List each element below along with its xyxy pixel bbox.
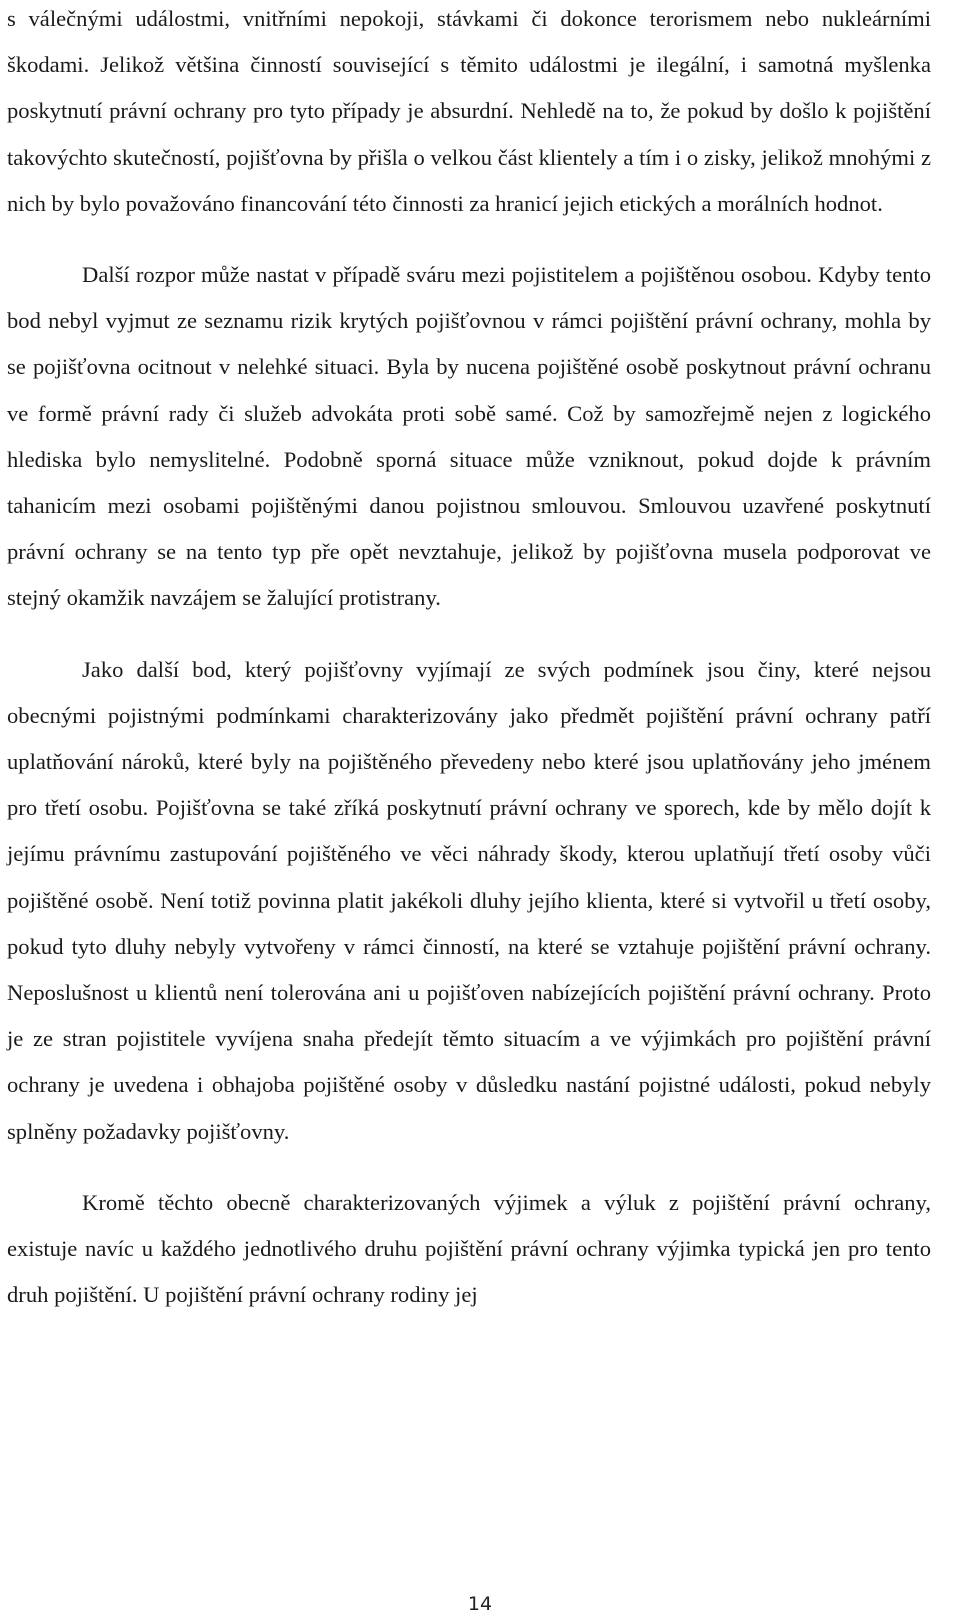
page-number: 14	[467, 1593, 493, 1615]
paragraph-exclusions: Jako další bod, který pojišťovny vyjímají ze svých podmínek jsou činy, které nejsou obecnými pojistnými podmínkami charakterizovány jako předmět pojištění právní ochrany patří uplatňování nároků, které byly na pojištěného převedeny nebo které jsou uplatňovány jeho jménem pro třetí osobu. Pojišťovna se také zříká poskytnutí právní ochrany ve sporech, kde by mělo dojít k jejímu právnímu zastupování pojištěného ve věci náhrady škody, kterou uplatňují třetí osoby vůči pojištěné osobě. Není totiž povinna platit jakékoli dluhy jejího klienta, které si vytvořil u třetí osoby, pokud tyto dluhy nebyly vytvořeny v rámci činností, na které se vztahuje pojištění právní ochrany. Neposlušnost u klientů není tolerována ani u pojišťoven nabízejících pojištění právní ochrany. Proto je ze stran pojistitele vyvíjena snaha předejít těmto situacím a ve výjimkách pro pojištění právní ochrany je uvedena i obhajoba pojištěné osoby v důsledku nastání pojistné události, pokud nebyly splněny požadavky pojišťovny.	[7, 656, 931, 1144]
document-page	[7, 0, 931, 1318]
paragraph-continuation: s válečnými událostmi, vnitřními nepokoji, stávkami či dokonce terorismem nebo nukleárními škodami. Jelikož většina činností související s těmito událostmi je ilegální, i samotná myšlenka poskytnutí právní ochrany pro tyto případy je absurdní. Nehledě na to, že pokud by došlo k pojištění takovýchto skutečností, pojišťovna by přišla o velkou část klientely a tím i o zisky, jelikož mnohými z nich by bylo považováno financování této činnosti za hranicí jejich etických a morálních hodnot.	[7, 6, 931, 216]
paragraph-specific-exclusions: Kromě těchto obecně charakterizovaných výjimek a výluk z pojištění právní ochrany, existuje navíc u každého jednotlivého druhu pojištění právní ochrany výjimka typická jen pro tento druh pojištění. U pojištění právní ochrany rodiny jej	[7, 1189, 931, 1308]
paragraph-dispute-insurer: Další rozpor může nastat v případě sváru mezi pojistitelem a pojištěnou osobou. Kdyby tento bod nebyl vyjmut ze seznamu rizik krytých pojišťovnou v rámci pojištění právní ochrany, mohla by se pojišťovna ocitnout v nelehké situaci. Byla by nucena pojištěné osobě poskytnout právní ochranu ve formě právní rady či služeb advokáta proti sobě samé. Což by samozřejmě nejen z logického hlediska bylo nemyslitelné. Podobně sporná situace může vzniknout, pokud dojde k právním tahanicím mezi osobami pojištěnými danou pojistnou smlouvou. Smlouvou uzavřené poskytnutí právní ochrany se na tento typ pře opět nevztahuje, jelikož by pojišťovna musela podporovat ve stejný okamžik navzájem se žalující protistrany.	[7, 262, 931, 611]
